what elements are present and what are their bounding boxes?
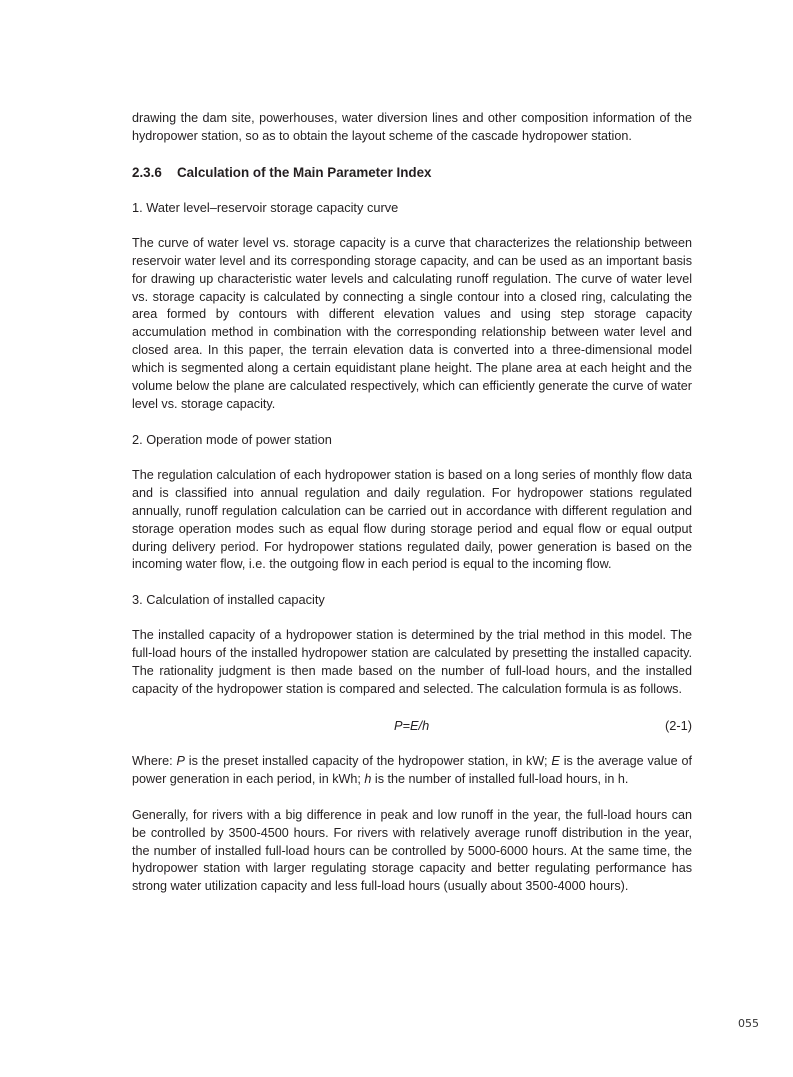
- where-text-p: is the preset installed capacity of the hydropower station, in kW;: [184, 753, 552, 768]
- closing-paragraph: Generally, for rivers with a big difference in peak and low runoff in the year, the full-load hours can be controlled by 3500-4500 hours. For rivers with relatively average runoff distribution in the year, the number of installed full-load hours can be controlled by 5000-6000 hours. At the same time, the hydropower station with larger regulating storage capacity and better regulating performance has strong water utilization capacity and less full-load hours (usually about 3500-4000 hours).: [132, 807, 692, 894]
- page-number: 055: [738, 1017, 759, 1030]
- where-prefix: Where:: [132, 753, 177, 768]
- subsection-paragraph-2: The regulation calculation of each hydropower station is based on a long series of monthly flow data and is classified into annual regulation and daily regulation. For hydropower stations regulated annually, runoff regulation calculation can be carried out in accordance with different regulation and storage operation modes such as equal flow during storage period and equal flow or equal output during delivery period. For hydropower stations regulated daily, power generation is based on the incoming water flow, i.e. the outgoing flow in each period is equal to the incoming flow.: [132, 467, 692, 572]
- where-text-h: is the number of installed full-load hours, in h.: [371, 771, 629, 786]
- formula-number: (2-1): [664, 717, 692, 733]
- variable-h: h: [364, 771, 372, 786]
- formula-expression: P=E/h: [394, 717, 430, 733]
- section-number: 2.3.6: [132, 164, 162, 180]
- intro-paragraph: drawing the dam site, powerhouses, water diversion lines and other composition information of the hydropower station, so as to obtain the layout scheme of the cascade hydropower station.: [132, 111, 692, 143]
- subsection-heading-2: 2. Operation mode of power station: [132, 431, 332, 447]
- subsection-heading-1: 1. Water level–reservoir storage capacity curve: [132, 199, 399, 215]
- where-paragraph: [132, 753, 692, 789]
- variable-e: E: [551, 753, 560, 768]
- subsection-paragraph-1: The curve of water level vs. storage capacity is a curve that characterizes the relationship between reservoir water level and its corresponding storage capacity, and can be used as an important basis for drawing up characteristic water levels and calculating runoff regulation. The curve of water level vs. storage capacity is calculated by connecting a single contour into a closed ring, calculating the area formed by contours with different elevation values and using step storage capacity accumulation method in combination with the corresponding relationship between water level and closed area. In this paper, the terrain elevation data is converted into a three-dimensional model which is segmented along a certain equidistant plane height. The plane area at each height and the volume below the plane are calculated respectively, which can efficiently generate the curve of water level vs. storage capacity.: [132, 235, 692, 411]
- formula-block: [132, 717, 692, 735]
- section-heading: [132, 164, 692, 182]
- subsection-heading-3: 3. Calculation of installed capacity: [132, 592, 325, 608]
- where-text-e: is the average value of power generation in each period, in kWh;: [132, 753, 693, 786]
- variable-p: P: [176, 753, 185, 768]
- page-body: [132, 110, 692, 896]
- section-title: Calculation of the Main Parameter Index: [177, 164, 432, 180]
- subsection-paragraph-3: The installed capacity of a hydropower station is determined by the trial method in this model. The full-load hours of the installed hydropower station are calculated by presetting the installed capacity. The rationality judgment is then made based on the number of full-load hours, and the installed capacity of the hydropower station is compared and selected. The calculation formula is as follows.: [132, 628, 692, 697]
